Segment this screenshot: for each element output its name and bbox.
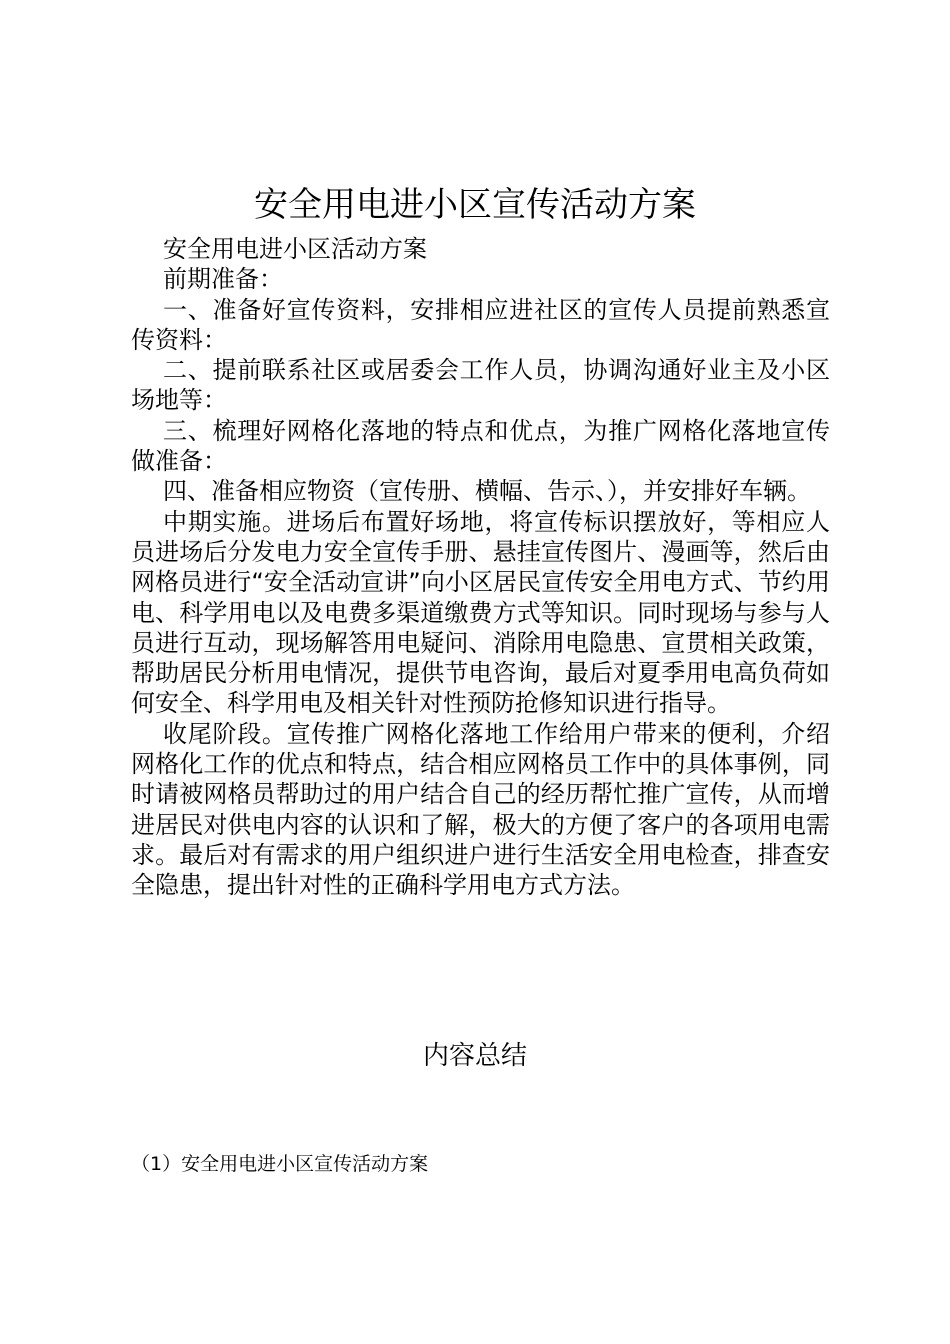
paragraph-closing-stage: 收尾阶段。宣传推广网格化落地工作给用户带来的便利，介绍网格化工作的优点和特点，结合相应网格员工作中的具体事例，同时请被网格员帮助过的用户结合自己的经历帮忙推广宣传，从而增进居民对供电内容的认识和了解，极大的方便了客户的各项用电需求。最后对有需求的用户组织进户进行生活安全用电检查，排查安全隐患，提出针对性的正确科学用电方式方法。	[131, 719, 830, 900]
page-title: 安全用电进小区宣传活动方案	[254, 185, 696, 225]
paragraph-subtitle: 安全用电进小区活动方案	[163, 235, 427, 263]
paragraph-step-one: 一、准备好宣传资料，安排相应进社区的宣传人员提前熟悉宣传资料：	[131, 295, 830, 354]
summary-item: （1）安全用电进小区宣传活动方案	[131, 1153, 429, 1175]
paragraph-step-three: 三、梳理好网格化落地的特点和优点，为推广网格化落地宣传做准备：	[131, 416, 830, 476]
summary-heading: 内容总结	[422, 1041, 527, 1071]
paragraph-preparation-heading: 前期准备：	[163, 265, 283, 294]
document-body	[131, 234, 830, 901]
paragraph-step-four: 四、准备相应物资（宣传册、横幅、告示、），并安排好车辆。	[163, 477, 811, 506]
paragraph-step-two: 二、提前联系社区或居委会工作人员，协调沟通好业主及小区场地等：	[131, 356, 830, 415]
paragraph-implementation: 中期实施。进场后布置好场地，将宣传标识摆放好，等相应人员进场后分发电力安全宣传手册、悬挂宣传图片、漫画等，然后由网格员进行“安全活动宣讲”向小区居民宣传安全用电方式、节约用电、科学用电以及电费多渠道缴费方式等知识。同时现场与参与人员进行互动，现场解答用电疑问、消除用电隐患、宣贯相关政策，帮助居民分析用电情况，提供节电咨询，最后对夏季用电高负荷如何安全、科学用电及相关针对性预防抢修知识进行指导。	[131, 507, 830, 718]
